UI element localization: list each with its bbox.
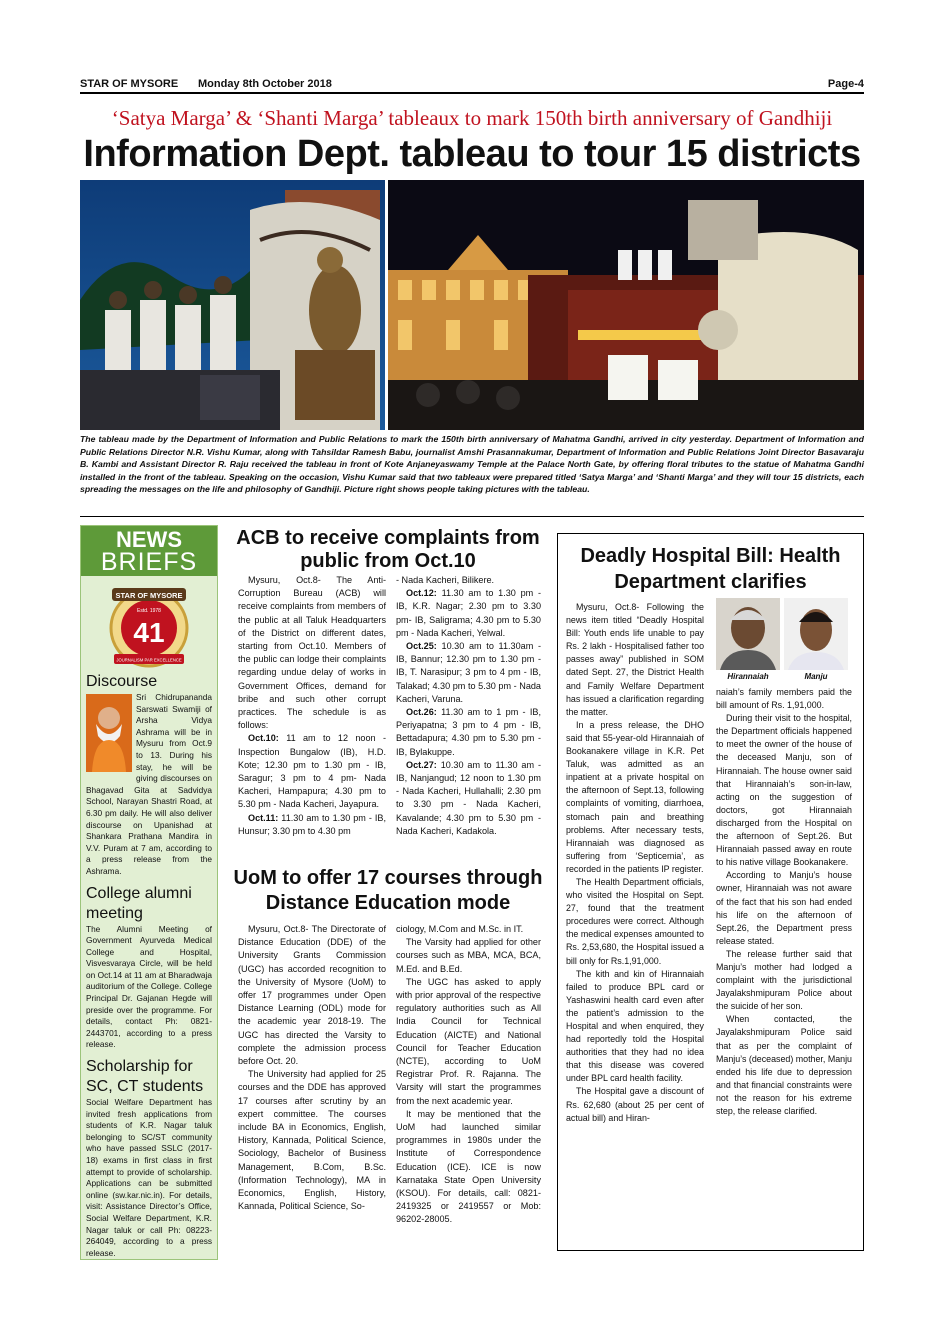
hospital-column-1 [566, 601, 704, 1125]
hospital-paragraph: During their visit to the hospital, the Department officials happened to meet the owner of the house of the deceased Manju, son of Hirannaiah. The house owner said that Hirannaiah’s son-in-law, acting on the suggestion of doctors, got Hirannaiah discharged from the Hospital on the afternoon of Sept.26. But Hirannaiah passed away en route to his native village Bookanakere. [716, 713, 852, 868]
lead-photo-caption: The tableau made by the Department of Information and Public Relations to mark the 150th birth anniversary of Mahatma Gandhi, arrived in city yesterday. Department of Information and Public Relations Director N.R. Vishu Kumar, along with Tahsildar Ramesh Babu, journalist Amshi Prasannakumar, Department of Information and Public Relations Joint Director Basavaraju B. Kambi and Assistant Director R. Raju received the tableau in front of Kote Anjaneyaswamy Temple at the Palace North Gate, by offering floral tributes to the statue of Mahatma Gandhi installed in the front of the tableau. Speaking on the occasion, Vishu Kumar said that two tableaux were prepared titled ‘Satya Marga’ and ‘Shanti Marga’ and they will tour 15 districts, each spreading the messages on the life and philosophy of Gandhiji. Picture right shows people taking pictures with the tableau. [80, 434, 864, 495]
lead-headline: Information Dept. tableau to tour 15 districts [83, 133, 861, 175]
hospital-paragraph: In a press release, the DHO said that 55-year-old Hirannaiah of Bookanakere village in K.R. Pet Taluk, was admitted as an inpatient at a private hospital on the afternoon of Sept.13, following complaints of vomiting, diarrhoea, stomach pain and breathing problems. After necessary tests, Hirannaiah was diagnosed as suffering from ‘Septicemia’, as recorded in the patients IP register. [566, 719, 704, 874]
acb-schedule-item: Oct.10: 11 am to 12 noon - Inspection Bungalow (IB), H.D. Kote; 12.30 pm to 1.30 pm - IB, Saragur; 3 pm to 4 pm- Nada Kacheri, Hampapura; 4.30 pm to 5.30 pm - Nada Kacheri, Jayapura. [238, 733, 386, 810]
uom-column-2 [396, 923, 541, 1227]
paper-name: STAR OF MYSORE [80, 78, 179, 90]
hospital-paragraph: The kith and kin of Hirannaiah failed to produce BPL card or Yashaswini health card even after the patient’s admission to the Hospital and when enquired, they had reportedly told the Hospital authorities that they had no idea that this disease was covered under BPL card health facility. [566, 968, 704, 1084]
hospital-headline-line1: Deadly Hospital Bill: Health [580, 545, 841, 567]
uom-paragraph: The University had applied for 25 courses and the DDE has approved 17 courses after scrutiny by an expert committee. The courses include BA in Economics, English, History, Kannada, Political Science, Sociology, Bachelor of Business Management, B.Com, B.Sc. (Information Technology), MA in Economics, English, History, Kannada, Political Science, So- [238, 1069, 386, 1212]
seal-bottom-text: JOURNALISM PAR EXCELLENCE [116, 657, 182, 663]
masthead [80, 78, 864, 94]
issue-date: Monday 8th October 2018 [198, 78, 332, 90]
acb-schedule-item: Oct.26: 11.30 am to 1 pm - IB, Periyapatna; 3 pm to 4 pm - IB, Bettadapura; 4.30 pm to 5.30 pm - IB, Bylakuppe. [396, 707, 541, 757]
photo-hirannaiah [716, 598, 780, 670]
hospital-paragraph: The Health Department officials, who visited the Hospital on Sept. 27, found that the treatment procedures were correct. Although the medical expenses amounted to Rs. 2,53,680, the Hospital issued a bill only for Rs.1,91,000. [566, 876, 704, 966]
hospital-headline-line2: Department clarifies [614, 571, 807, 593]
brief-title-scholarship: Scholarship for SC, CT students [86, 1058, 204, 1096]
acb-schedule-item: Oct.11: 11.30 am to 1.30 pm - IB, Hunsur; 3.30 pm to 4.30 pm [238, 812, 386, 836]
uom-paragraph: It may be mentioned that the UoM had launched similar programmes in 1980s under the Institute of Correspondence Education (ICE). ICE is now Karnataka State Open University (KSOU). For details, call: 0821-2419325 or 2419557 or Mob: 96202-28005. [396, 1108, 541, 1225]
acb-column-1 [238, 574, 386, 838]
news-briefs-word2: BRIEFS [100, 548, 198, 576]
uom-paragraph: The Varsity had applied for other courses such as MBA, MCA, BCA, M.Ed. and B.Ed. [396, 937, 541, 974]
lead-kicker: ‘Satya Marga’ & ‘Shanti Marga’ tableaux to mark 150th birth anniversary of Gandhiji [111, 106, 833, 130]
acb-headline: ACB to receive complaints from public from Oct.10 [236, 527, 540, 572]
acb-schedule-item: Oct.27: 10.30 am to 11.30 am - IB, Nanjangud; 12 noon to 1.30 pm - Nada Kacheri, Hullahalli; 2.30 pm to 3.30 pm - Nada Kacheri, Kavalande; 4.30 pm to 5.30 pm - Nada Kacheri, Kadakola. [396, 759, 541, 836]
news-briefs-header [81, 526, 217, 576]
hospital-paragraph: When contacted, the Jayalakshmipuram Police said that as per the complaint of Manju’s (deceased) mother, Manju ended his life due to depression and that financial constraints were not the reason for his extreme step, the release clarified. [716, 1014, 852, 1116]
hospital-paragraph: The Hospital gave a discount of Rs. 62,680 (about 25 per cent of actual bill) and Hiran- [566, 1086, 704, 1123]
hospital-paragraph: According to Manju’s house owner, Hirannaiah was not aware of the fact that his son had ended his life on the afternoon of Sept.26, the Department press release stated. [716, 870, 852, 946]
hospital-paragraph: naiah’s family members paid the bill amount of Rs. 1,91,000. [716, 687, 852, 711]
uom-headline: UoM to offer 17 courses through Distance Education mode [233, 867, 543, 914]
acb-column-2 [396, 574, 541, 838]
seal-top-text: STAR OF MYSORE [115, 591, 183, 600]
hospital-paragraph: The release further said that Manju’s mother had lodged a complaint with the jurisdictional Jayalakshmipuram Police about the suicide of her son. [716, 948, 852, 1012]
photo-floral-tribute [80, 180, 385, 430]
photo-tableau-night [388, 180, 864, 430]
section-divider [80, 516, 864, 517]
photo-manju [784, 598, 848, 670]
uom-paragraph: Mysuru, Oct.8- The Directorate of Distance Education (DDE) of the University Grants Commission (UGC) has accorded recognition to the University of Mysore (UoM) to offer 17 programmes under Open Distance Learning (ODL) mode for the academic year 2018-19. The UGC has directed the Varsity to complete the admission process before Oct. 20. [238, 924, 386, 1067]
label-hirannaiah: Hirannaiah [727, 672, 769, 681]
news-briefs-word1: NEWS [116, 527, 182, 552]
hospital-column-2 [716, 686, 852, 1118]
acb-schedule-item: Oct.12: 11.30 am to 1.30 pm - IB, K.R. Nagar; 2.30 pm to 3.30 pm- IB, Saligrama; 4.30 pm to 5.30 pm - Nada Kacheri, Yelwal. [396, 588, 541, 638]
seal-number: 41 [133, 617, 165, 648]
label-manju: Manju [804, 672, 828, 681]
brief-text-alumni: The Alumni Meeting of Government Ayurveda Medical College and Hospital, Visvesvaraya Circle, will be held on Oct.14 at 11 am at Bharadwaja auditorium of the College. College Principal Dr. Gajanan Hegde will preside over the programme. For details, contact Ph: 0821-2443701, according to a press release. [86, 923, 212, 1050]
acb-schedule-item: Oct.25: 10.30 am to 11.30am - IB, Bannur; 12.30 pm to 1.30 pm - IB, T. Narasipur; 3 pm to 4 pm - IB, Talakad; 4.30 pm to 5.30 pm - Nada Kacheri, Varuna. [396, 641, 541, 704]
brief-title-alumni: College alumni meeting [86, 884, 192, 922]
uom-paragraph: ciology, M.Com and M.Sc. in IT. [396, 924, 524, 934]
brief-text-discourse: Sri Chidrupananda Sarswati Swamiji of Arsha Vidya Ashrama will be in Mysuru from Oct.9 to 13. During his stay, he will be giving discourses on Bhagavad Gita at Sadvidya School, Narayan Shastri Road, at 6.30 pm daily. He will also deliver discourse on Upanishad at Shankara Prathana Mandira in V.V. Puram at 7 am, according to a press release from the Ashrama. [86, 692, 212, 876]
acb-continued: - Nada Kacheri, Bilikere. [396, 575, 495, 585]
uom-paragraph: The UGC has asked to apply with prior approval of the respective regulatory authorities such as All India Council for Technical Education (AICTE) and National Council for Teacher Education (NCTE), according to UoM Registrar Prof. R. Rajanna. The Varsity will start the programmes from the next academic year. [396, 976, 541, 1106]
acb-intro: Mysuru, Oct.8- The Anti-Corruption Bureau (ACB) will receive complaints from members of the public at all Taluk Headquarters of the District on different dates, starting from Oct.10. Members of the public can lodge their complaints regarding undue delay of works in Government Offices, demand for bribe and such other corrupt practices. The schedule is as follows: [238, 575, 386, 731]
uom-column-1 [238, 923, 386, 1213]
brief-text-scholarship: Social Welfare Department has invited fresh applications from students of K.R. Nagar taluk belonging to SC/ST community who have passed SSLC (2017-18) exams in first class in first attempt to provide of scholarship. Applications can be submitted online (sw.kar.nic.in). For details, visit: Assistance Director’s Office, Social Welfare Department, K.R. Nagar taluk or call Ph: 08223-264049, according to a press release. [86, 1097, 212, 1258]
news-briefs-sidebar [80, 525, 218, 1260]
brief-title-discourse: Discourse [86, 673, 158, 690]
anniversary-seal-icon [104, 582, 194, 668]
swamiji-photo [86, 694, 132, 772]
page-number: Page-4 [827, 78, 864, 90]
seal-estd-text: Estd. 1978 [137, 608, 161, 614]
hospital-paragraph: Mysuru, Oct.8- Following the news item titled “Deadly Hospital Bill: Youth ends life unable to pay Rs. 2 lakh - Hospitalised father too passes away” published in SOM dated Sept. 27, the District Health and Family Welfare Department has issued a clarification regarding the matter. [566, 602, 704, 717]
